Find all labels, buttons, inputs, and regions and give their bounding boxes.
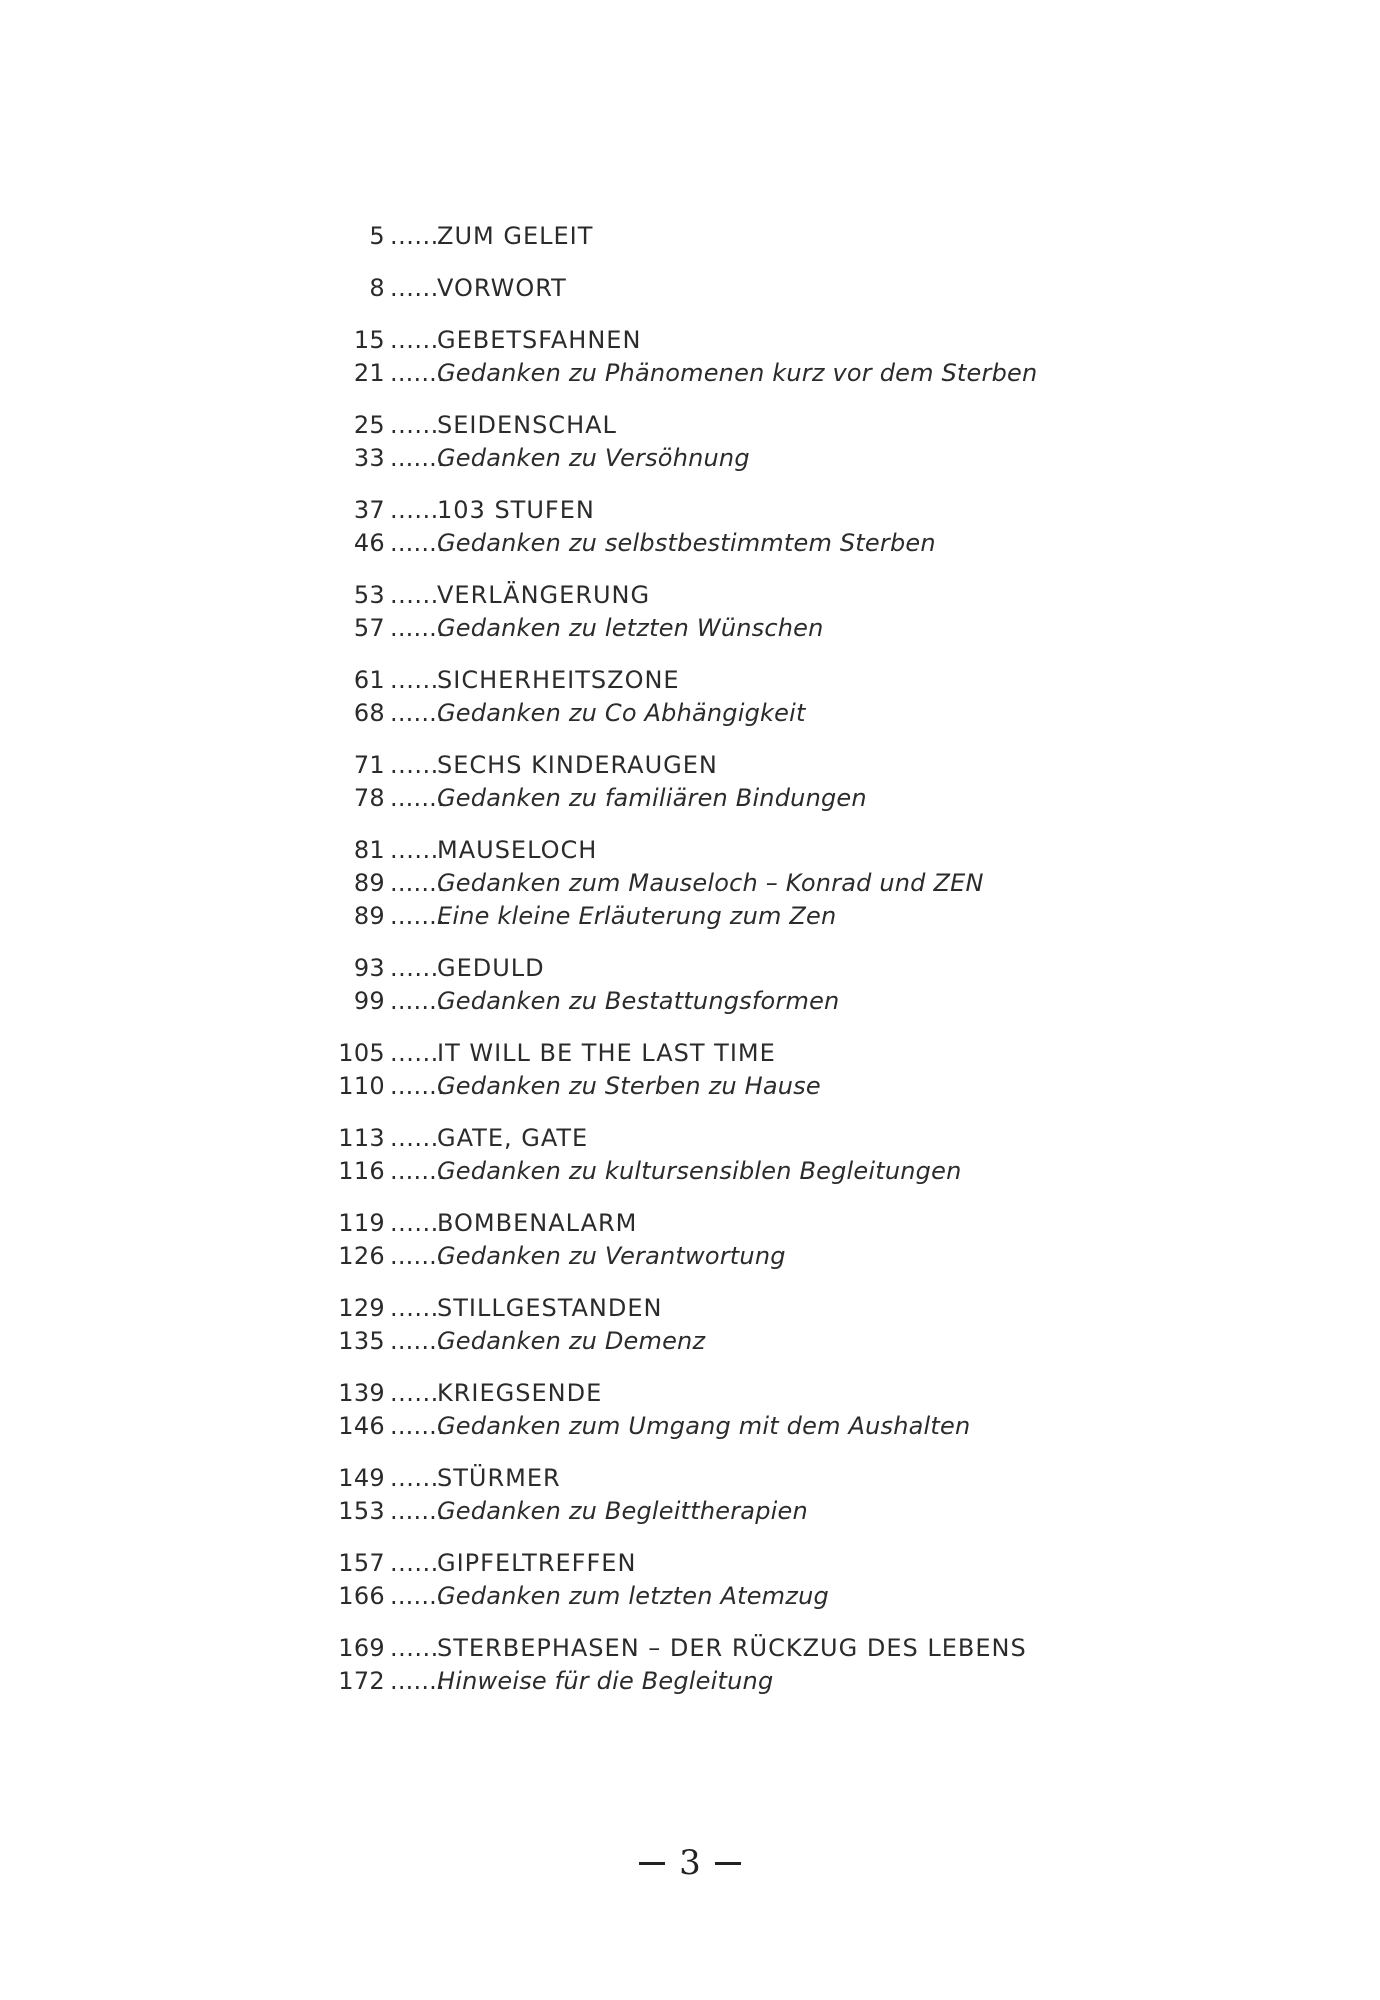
toc-page-number: 25: [353, 411, 385, 439]
toc-page-number: 78: [353, 784, 385, 812]
toc-entry: [0, 324, 1380, 357]
toc-group: [0, 1207, 1380, 1273]
toc-page-number: 61: [353, 666, 385, 694]
toc-page-number: 146: [338, 1412, 385, 1440]
toc-group: [0, 1547, 1380, 1613]
toc-subentry: [0, 1240, 1380, 1273]
toc-entry: [0, 952, 1380, 985]
toc-group: [0, 1037, 1380, 1103]
toc-leader-dots: .......: [390, 444, 445, 472]
toc-chapter-title: VORWORT: [437, 274, 567, 302]
toc-entry: [0, 409, 1380, 442]
toc-page-number: 129: [338, 1294, 385, 1322]
folio-dash-left: [639, 1862, 665, 1865]
toc-group: [0, 1292, 1380, 1358]
toc-subentry: [0, 1155, 1380, 1188]
toc-page-number: 166: [338, 1582, 385, 1610]
toc-subentry-title: Gedanken zu familiären Bindungen: [437, 784, 867, 812]
toc-page-number: 153: [338, 1497, 385, 1525]
toc-subentry: [0, 867, 1380, 900]
toc-page-number: 116: [338, 1157, 385, 1185]
toc-subentry-title: Gedanken zum Mauseloch – Konrad und ZEN: [437, 869, 984, 897]
toc-page-number: 113: [338, 1124, 385, 1152]
toc-chapter-title: BOMBENALARM: [437, 1209, 638, 1237]
toc-page-number: 139: [338, 1379, 385, 1407]
toc-group: [0, 1122, 1380, 1188]
toc-subentry: [0, 1070, 1380, 1103]
toc-chapter-title: SECHS KINDERAUGEN: [437, 751, 718, 779]
toc-leader-dots: ......: [390, 954, 439, 982]
toc-chapter-title: GATE, GATE: [437, 1124, 589, 1152]
toc-subentry-title: Gedanken zu selbstbestimmtem Sterben: [437, 529, 936, 557]
toc-subentry-title: Gedanken zu Versöhnung: [437, 444, 750, 472]
toc-subentry: [0, 1580, 1380, 1613]
toc-entry: [0, 1547, 1380, 1580]
toc-entry: [0, 1462, 1380, 1495]
toc-page-number: 169: [338, 1634, 385, 1662]
toc-chapter-title: 103 STUFEN: [437, 496, 595, 524]
toc-page-number: 105: [338, 1039, 385, 1067]
toc-group: [0, 324, 1380, 390]
toc-subentry-title: Gedanken zu Sterben zu Hause: [437, 1072, 821, 1100]
toc-chapter-title: STÜRMER: [437, 1464, 561, 1492]
toc-leader-dots: ......: [390, 326, 439, 354]
toc-entry: [0, 749, 1380, 782]
toc-subentry-title: Gedanken zu Bestattungsformen: [437, 987, 840, 1015]
toc-leader-dots: ......: [390, 666, 439, 694]
toc-page-number: 157: [338, 1549, 385, 1577]
toc-subentry: [0, 782, 1380, 815]
toc-subentry-title: Gedanken zu letzten Wünschen: [437, 614, 824, 642]
toc-entry: [0, 579, 1380, 612]
toc-chapter-title: MAUSELOCH: [437, 836, 598, 864]
toc-entry: [0, 834, 1380, 867]
toc-subentry-title: Gedanken zum Umgang mit dem Aushalten: [437, 1412, 971, 1440]
toc-subentry-title: Gedanken zu Verantwortung: [437, 1242, 786, 1270]
toc-subentry-title: Gedanken zum letzten Atemzug: [437, 1582, 829, 1610]
toc-chapter-title: VERLÄNGERUNG: [437, 581, 651, 609]
toc-leader-dots: ......: [390, 1294, 439, 1322]
toc-page-number: 81: [353, 836, 385, 864]
page-number-value: 3: [679, 1843, 701, 1883]
toc-subentry: [0, 985, 1380, 1018]
toc-entry: [0, 494, 1380, 527]
toc-group: [0, 579, 1380, 645]
toc-page-number: 68: [353, 699, 385, 727]
toc-chapter-title: SICHERHEITSZONE: [437, 666, 680, 694]
toc-chapter-title: SEIDENSCHAL: [437, 411, 617, 439]
toc-leader-dots: .......: [390, 1412, 445, 1440]
toc-leader-dots: ......: [390, 836, 439, 864]
toc-group: [0, 749, 1380, 815]
toc-leader-dots: ......: [390, 1549, 439, 1577]
page-number: [0, 1843, 1380, 1883]
toc-group: [0, 272, 1380, 305]
toc-entry: [0, 1377, 1380, 1410]
toc-leader-dots: .......: [390, 1497, 445, 1525]
toc-subentry-title: Gedanken zu kultursensiblen Begleitungen: [437, 1157, 962, 1185]
toc-page-number: 119: [338, 1209, 385, 1237]
toc-subentry: [0, 442, 1380, 475]
toc-leader-dots: .......: [390, 614, 445, 642]
toc-entry: [0, 1632, 1380, 1665]
toc-leader-dots: .......: [390, 869, 445, 897]
toc-leader-dots: ......: [390, 496, 439, 524]
toc-entry: [0, 1292, 1380, 1325]
toc-page-number: 110: [338, 1072, 385, 1100]
toc-leader-dots: ......: [390, 1379, 439, 1407]
toc-chapter-title: STILLGESTANDEN: [437, 1294, 663, 1322]
toc-subentry-title: Hinweise für die Begleitung: [437, 1667, 774, 1695]
toc-entry: [0, 272, 1380, 305]
toc-entry: [0, 1037, 1380, 1070]
toc-page-number: 89: [353, 902, 385, 930]
toc-leader-dots: .......: [390, 1582, 445, 1610]
toc-page-number: 5: [369, 222, 385, 250]
toc-page-number: 46: [353, 529, 385, 557]
toc-leader-dots: .......: [390, 699, 445, 727]
toc-chapter-title: GEDULD: [437, 954, 545, 982]
toc-leader-dots: .......: [390, 987, 445, 1015]
toc-leader-dots: .......: [390, 529, 445, 557]
toc-group: [0, 834, 1380, 933]
toc-subentry: [0, 1410, 1380, 1443]
toc-page-number: 33: [353, 444, 385, 472]
toc-page-number: 21: [353, 359, 385, 387]
toc-page-number: 135: [338, 1327, 385, 1355]
toc-page-number: 15: [353, 326, 385, 354]
toc-subentry: [0, 697, 1380, 730]
toc-subentry-title: Gedanken zu Demenz: [437, 1327, 706, 1355]
toc-page-number: 99: [353, 987, 385, 1015]
toc-leader-dots: .......: [390, 359, 445, 387]
toc-chapter-title: STERBEPHASEN – DER RÜCKZUG DES LEBENS: [437, 1634, 1027, 1662]
toc-leader-dots: ......: [390, 274, 439, 302]
toc-page-number: 93: [353, 954, 385, 982]
toc-group: [0, 220, 1380, 253]
toc-group: [0, 952, 1380, 1018]
toc-subentry: [0, 900, 1380, 933]
toc-leader-dots: ......: [390, 581, 439, 609]
toc-leader-dots: ......: [390, 1634, 439, 1662]
toc-leader-dots: .......: [390, 1157, 445, 1185]
toc-group: [0, 1377, 1380, 1443]
toc-group: [0, 664, 1380, 730]
toc-leader-dots: ......: [390, 411, 439, 439]
toc-subentry-title: Eine kleine Erläuterung zum Zen: [437, 902, 837, 930]
toc-chapter-title: ZUM GELEIT: [437, 222, 594, 250]
toc-leader-dots: .......: [390, 1072, 445, 1100]
toc-leader-dots: ......: [390, 222, 439, 250]
toc-group: [0, 1632, 1380, 1698]
toc-leader-dots: .......: [390, 1667, 445, 1695]
toc-page-number: 172: [338, 1667, 385, 1695]
toc-leader-dots: ......: [390, 1209, 439, 1237]
toc-subentry-title: Gedanken zu Phänomenen kurz vor dem Sterben: [437, 359, 1038, 387]
toc-page-number: 37: [353, 496, 385, 524]
toc-chapter-title: KRIEGSENDE: [437, 1379, 603, 1407]
toc-leader-dots: ......: [390, 1124, 439, 1152]
folio-dash-right: [715, 1862, 741, 1865]
toc-chapter-title: GIPFELTREFFEN: [437, 1549, 637, 1577]
table-of-contents: [0, 220, 1380, 1717]
toc-subentry-title: Gedanken zu Co Abhängigkeit: [437, 699, 806, 727]
toc-page-number: 71: [353, 751, 385, 779]
toc-leader-dots: .......: [390, 1242, 445, 1270]
toc-page-number: 8: [369, 274, 385, 302]
toc-leader-dots: .......: [390, 902, 445, 930]
toc-subentry: [0, 1495, 1380, 1528]
toc-chapter-title: IT WILL BE THE LAST TIME: [437, 1039, 776, 1067]
toc-leader-dots: .......: [390, 1327, 445, 1355]
toc-subentry: [0, 1665, 1380, 1698]
toc-page-number: 57: [353, 614, 385, 642]
toc-group: [0, 409, 1380, 475]
toc-chapter-title: GEBETSFAHNEN: [437, 326, 642, 354]
toc-entry: [0, 664, 1380, 697]
toc-page-number: 89: [353, 869, 385, 897]
toc-subentry: [0, 527, 1380, 560]
toc-page-number: 53: [353, 581, 385, 609]
toc-subentry: [0, 612, 1380, 645]
toc-group: [0, 1462, 1380, 1528]
toc-entry: [0, 220, 1380, 253]
toc-entry: [0, 1122, 1380, 1155]
toc-subentry-title: Gedanken zu Begleittherapien: [437, 1497, 808, 1525]
toc-leader-dots: .......: [390, 784, 445, 812]
toc-entry: [0, 1207, 1380, 1240]
toc-leader-dots: ......: [390, 751, 439, 779]
toc-page-number: 126: [338, 1242, 385, 1270]
toc-leader-dots: ......: [390, 1464, 439, 1492]
toc-subentry: [0, 357, 1380, 390]
toc-leader-dots: ......: [390, 1039, 439, 1067]
toc-page-number: 149: [338, 1464, 385, 1492]
toc-subentry: [0, 1325, 1380, 1358]
toc-group: [0, 494, 1380, 560]
